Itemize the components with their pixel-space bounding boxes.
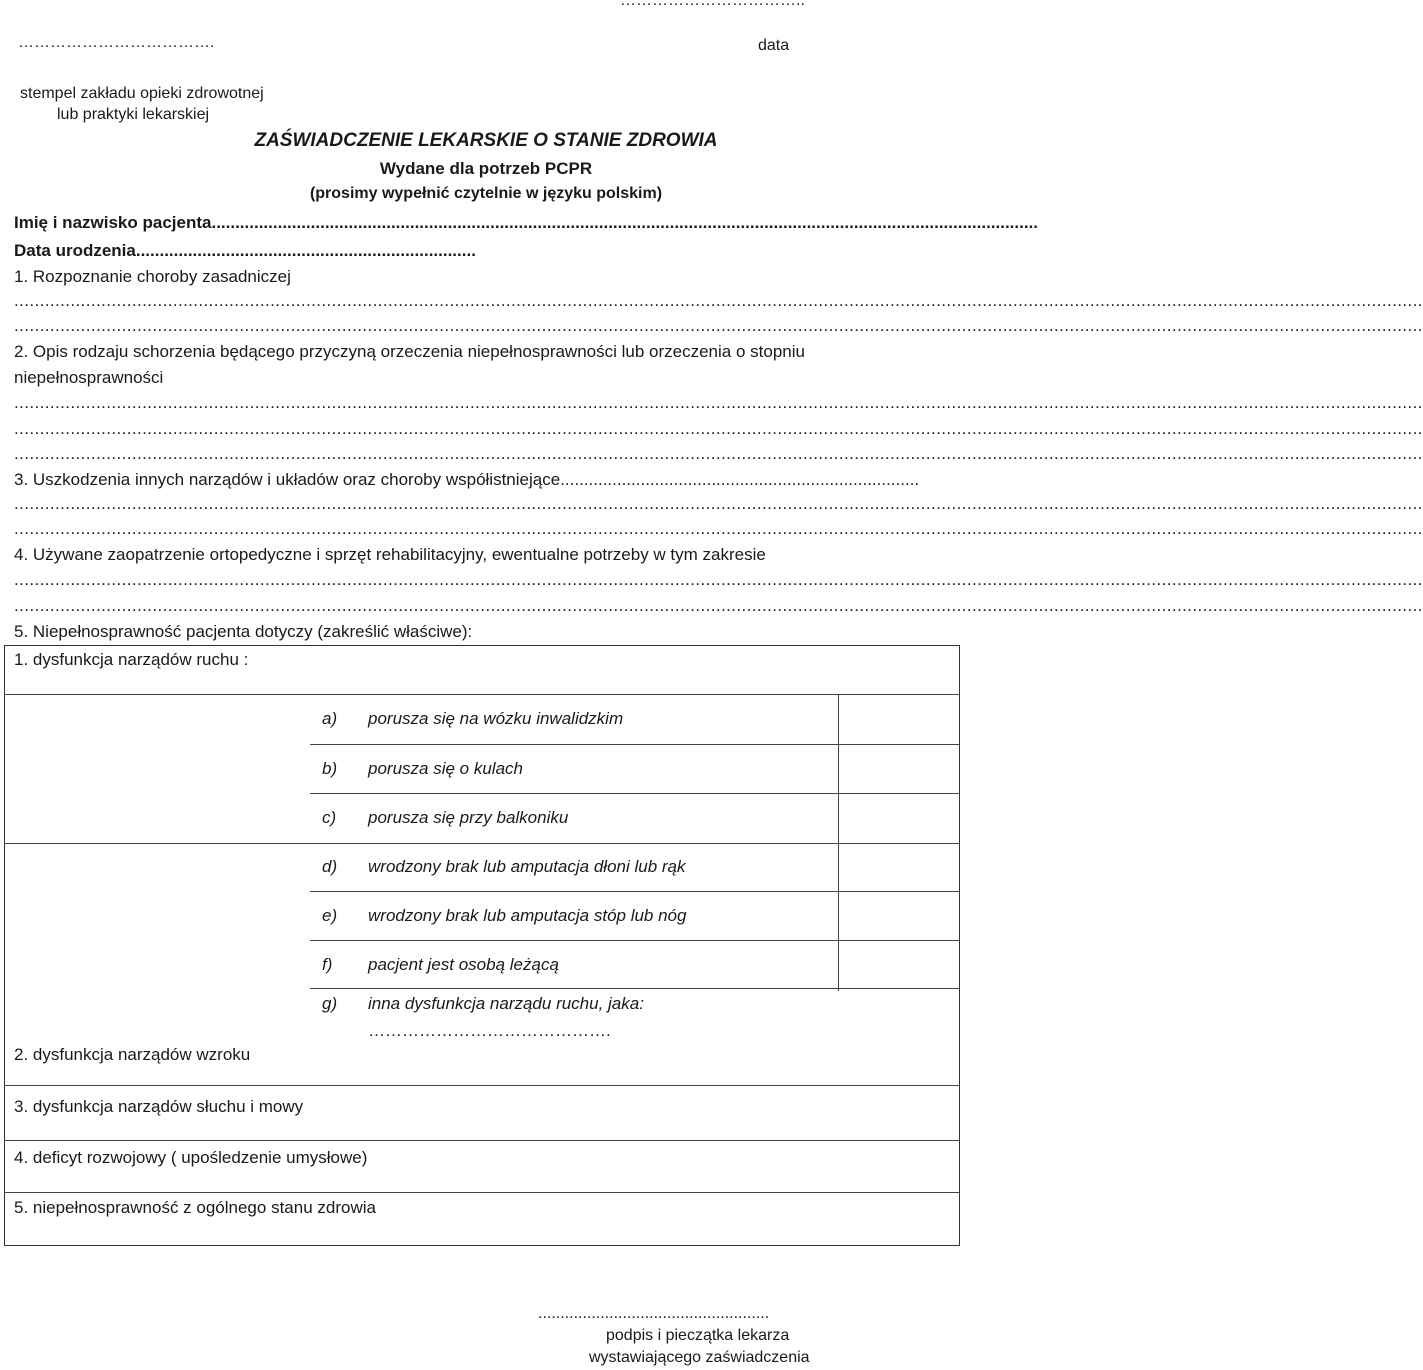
option-letter: c): [322, 808, 337, 827]
option-letter: d): [322, 857, 338, 876]
option-letter: g): [322, 994, 338, 1013]
fill-instruction: (prosimy wypełnić czytelnie w języku polskim): [309, 185, 663, 202]
section-4-line-2[interactable]: ...................................................................................................................................................................................................................................................................................: [14, 596, 1423, 615]
section-3-field[interactable]: [14, 470, 950, 490]
option-divider: [310, 940, 960, 941]
option-text: pacjent jest osobą leżącą: [368, 955, 559, 974]
stamp-label-line1: stempel zakładu opieki zdrowotnej: [20, 85, 264, 102]
stamp-label-line2: lub praktyki lekarskiej: [57, 106, 210, 123]
option-text: porusza się na wózku inwalidzkim: [368, 709, 624, 728]
option-g-dots[interactable]: …………………………………….: [368, 1021, 611, 1040]
section-3-line-2[interactable]: ...................................................................................................................................................................................................................................................................................: [14, 519, 1423, 538]
row-5-general-health[interactable]: 5. niepełnosprawność z ogólnego stanu zdrowia: [14, 1198, 376, 1217]
row-3-hearing-speech-dysfunction[interactable]: 3. dysfunkcja narządów słuchu i mowy: [14, 1097, 304, 1116]
document-title: ZAŚWIADCZENIE LEKARSKIE O STANIE ZDROWIA: [254, 130, 718, 151]
option-letter: e): [322, 906, 338, 925]
section-2-heading: 2. Opis rodzaju schorzenia będącego przyczyną orzeczenia niepełnosprawności lub orzeczenia o stopniu: [14, 342, 805, 361]
section-3-dots: ............................................................................: [560, 470, 920, 489]
table-divider: [4, 1140, 960, 1141]
birth-date-field[interactable]: [14, 241, 476, 261]
birth-date-dots: ........................................................................: [135, 241, 476, 260]
option-letter: f): [322, 955, 333, 974]
date-dots: ……………………………..: [620, 0, 805, 9]
signature-dots[interactable]: ....................................................: [538, 1305, 770, 1322]
row-1-motor-dysfunction: 1. dysfunkcja narządów ruchu :: [14, 650, 249, 669]
option-text: porusza się przy balkoniku: [368, 808, 569, 827]
row-2-vision-dysfunction[interactable]: 2. dysfunkcja narządów wzroku: [14, 1045, 251, 1064]
row-4-developmental-deficit[interactable]: 4. deficyt rozwojowy ( upośledzenie umysłowe): [14, 1148, 368, 1167]
table-divider: [4, 1192, 960, 1193]
section-4-line-1[interactable]: ...................................................................................................................................................................................................................................................................................: [14, 570, 1423, 589]
birth-date-label: Data urodzenia: [14, 241, 136, 260]
option-letter: a): [322, 709, 338, 728]
checkbox-column-line: [838, 694, 839, 991]
section-3-heading: 3. Uszkodzenia innych narządów i układów oraz choroby współistniejące: [14, 470, 561, 489]
option-text: porusza się o kulach: [368, 759, 523, 778]
section-2-heading-cont: niepełnosprawności: [14, 368, 164, 387]
section-2-line-2[interactable]: ...................................................................................................................................................................................................................................................................................: [14, 419, 1423, 438]
table-divider: [4, 1085, 960, 1086]
option-text: inna dysfunkcja narządu ruchu, jaka:: [368, 994, 644, 1013]
date-label: data: [758, 37, 790, 54]
patient-name-label: Imię i nazwisko pacjenta: [14, 213, 212, 232]
section-2-line-1[interactable]: ...................................................................................................................................................................................................................................................................................: [14, 393, 1423, 412]
patient-name-field[interactable]: [14, 213, 1039, 233]
section-1-line-2[interactable]: ...................................................................................................................................................................................................................................................................................: [14, 316, 1423, 335]
table-divider: [4, 694, 960, 695]
option-text: wrodzony brak lub amputacja stóp lub nóg: [368, 906, 687, 925]
option-divider: [310, 988, 960, 989]
section-3-line-1[interactable]: ...................................................................................................................................................................................................................................................................................: [14, 494, 1423, 513]
section-5-heading: 5. Niepełnosprawność pacjenta dotyczy (zakreślić właściwe):: [14, 622, 473, 641]
section-4-heading: 4. Używane zaopatrzenie ortopedyczne i sprzęt rehabilitacyjny, ewentualne potrzeby w tym zakresie: [14, 545, 766, 564]
section-1-line-1[interactable]: ...................................................................................................................................................................................................................................................................................: [14, 291, 1423, 310]
option-divider: [310, 793, 960, 794]
section-1-heading: 1. Rozpoznanie choroby zasadniczej: [14, 267, 291, 286]
signature-label-line1: podpis i pieczątka lekarza: [606, 1327, 790, 1344]
option-divider: [4, 843, 960, 844]
patient-name-dots: ...............................................................................................................................................................................: [211, 213, 1039, 232]
option-text: wrodzony brak lub amputacja dłoni lub rąk: [368, 857, 686, 876]
section-2-line-3[interactable]: ...................................................................................................................................................................................................................................................................................: [14, 444, 1423, 463]
option-divider: [310, 744, 960, 745]
stamp-dots: ……………………………….: [18, 34, 215, 51]
option-letter: b): [322, 759, 338, 778]
signature-label-line2: wystawiającego zaświadczenia: [589, 1349, 810, 1366]
option-divider: [310, 891, 960, 892]
document-subtitle: Wydane dla potrzeb PCPR: [379, 159, 593, 178]
